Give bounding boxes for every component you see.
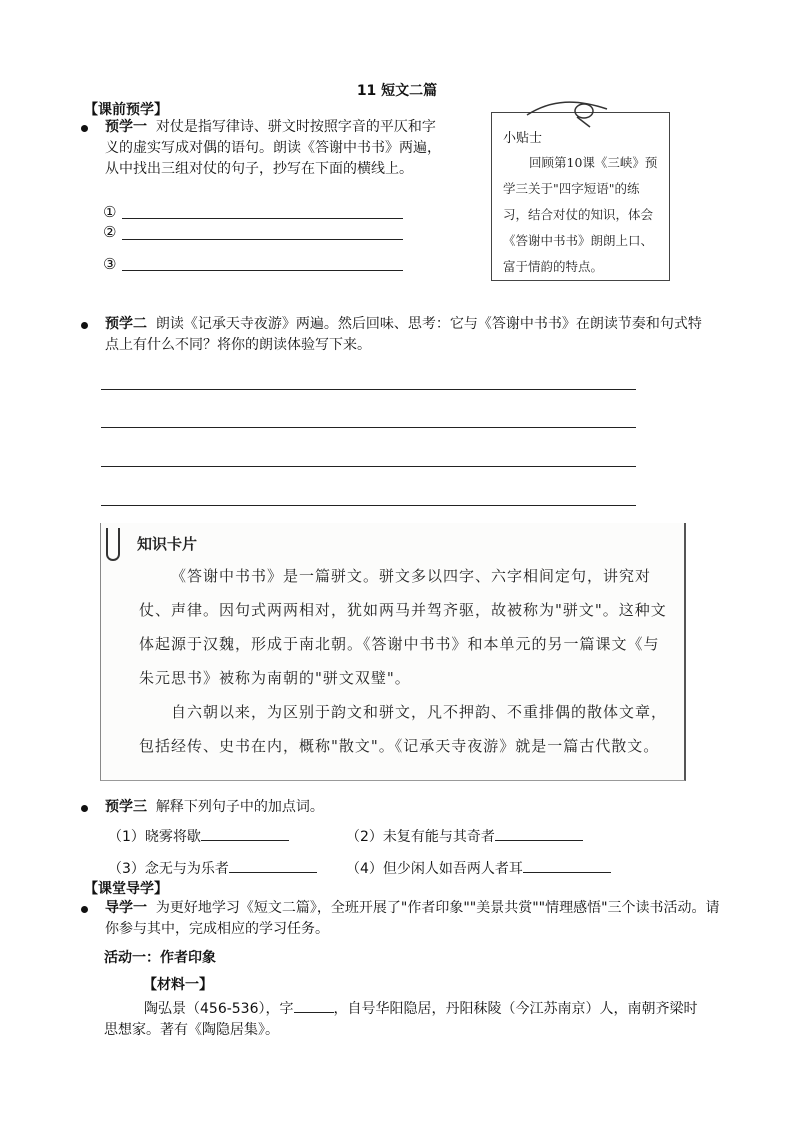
task2-paragraph [105,314,705,356]
answer-line-2[interactable] [122,239,403,240]
bullet-icon [81,906,88,913]
task3-item-1: （1）晓雾将歇 [108,826,289,846]
paperclip-icon [99,526,127,566]
answer-line-1[interactable] [122,218,403,219]
task1-paragraph [105,117,445,180]
answer-mark-1: ① [103,203,117,221]
section-pre-study: 【课前预学】 [84,102,168,118]
clip-icon [522,95,612,131]
answer-line-3[interactable] [122,270,403,271]
tip-box [491,112,670,281]
blank-field[interactable] [201,826,289,841]
knowledge-card [100,523,686,781]
blank-field[interactable] [294,998,334,1013]
guide1-label: 导学一 [105,900,147,916]
bullet-icon [81,805,88,812]
task3-label: 预学三 [105,799,147,815]
task3-paragraph [105,797,705,818]
guide1-paragraph [105,898,720,940]
card-paragraph-1: 《答谢中书书》是一篇骈文。骈文多以四字、六字相间定句，讲究对仗、声律。因句式两两相对，犹如两马并驾齐驱，故被称为"骈文"。这种文体起源于汉魏，形成于南北朝。《答谢中书书》和本单元的另一篇课文《与朱元思书》被称为南朝的"骈文双璧"。 [139,567,667,687]
task3-item-3: （3）念无与为乐者 [108,858,317,878]
task3-item-2: （2）未复有能与其奇者 [346,826,583,846]
activity1-heading: 活动一：作者印象 [104,950,216,966]
answer-mark-3: ③ [103,255,117,273]
card-paragraph-2: 自六朝以来，为区别于韵文和骈文，凡不押韵、不重排偶的散体文章，包括经传、史书在内，概称"散文"。《记承天寺夜游》就是一篇古代散文。 [139,703,668,755]
tip-title: 小贴士 [503,131,543,146]
guide1-text: 为更好地学习《短文二篇》，全班开展了"作者印象""美景共赏""情理感悟"三个读书活动。请你参与其中，完成相应的学习任务。 [105,900,720,937]
tip-text: 回顾第10课《三峡》预学三关于"四字短语"的练习，结合对仗的知识，体会《答谢中书书》朗朗上口、富于情韵的特点。 [503,155,658,274]
answer-mark-2: ② [103,223,117,241]
material1-text: 陶弘景（456-536），字 ，自号华阳隐居，丹阳秣陵（今江苏南京）人，南朝齐梁时思想家。著有《陶隐居集》。 [104,998,706,1041]
page-title: 11 短文二篇 [356,83,438,99]
answer-line[interactable] [101,427,636,428]
answer-line[interactable] [101,505,636,506]
card-title: 知识卡片 [137,535,198,553]
task3-item-4: （4）但少闲人如吾两人者耳 [346,858,611,878]
task3-text: 解释下列句子中的加点词。 [155,799,324,815]
answer-line[interactable] [101,466,636,467]
bullet-icon [81,125,88,132]
blank-field[interactable] [495,826,583,841]
section-class-study: 【课堂导学】 [84,881,168,897]
material1-label: 【材料一】 [143,977,213,993]
task2-text: 朗读《记承天寺夜游》两遍。然后回味、思考：它与《答谢中书书》在朗读节奏和句式特点上有什么不同？将你的朗读体验写下来。 [105,316,702,353]
task2-label: 预学二 [105,316,147,332]
blank-field[interactable] [523,858,611,873]
blank-field[interactable] [229,858,317,873]
task1-text: 对仗是指写律诗、骈文时按照字音的平仄和字义的虚实写成对偶的语句。朗读《答谢中书书》两遍，从中找出三组对仗的句子，抄写在下面的横线上。 [105,119,441,177]
answer-line[interactable] [101,389,636,390]
bullet-icon [81,322,88,329]
task1-label: 预学一 [105,119,147,135]
